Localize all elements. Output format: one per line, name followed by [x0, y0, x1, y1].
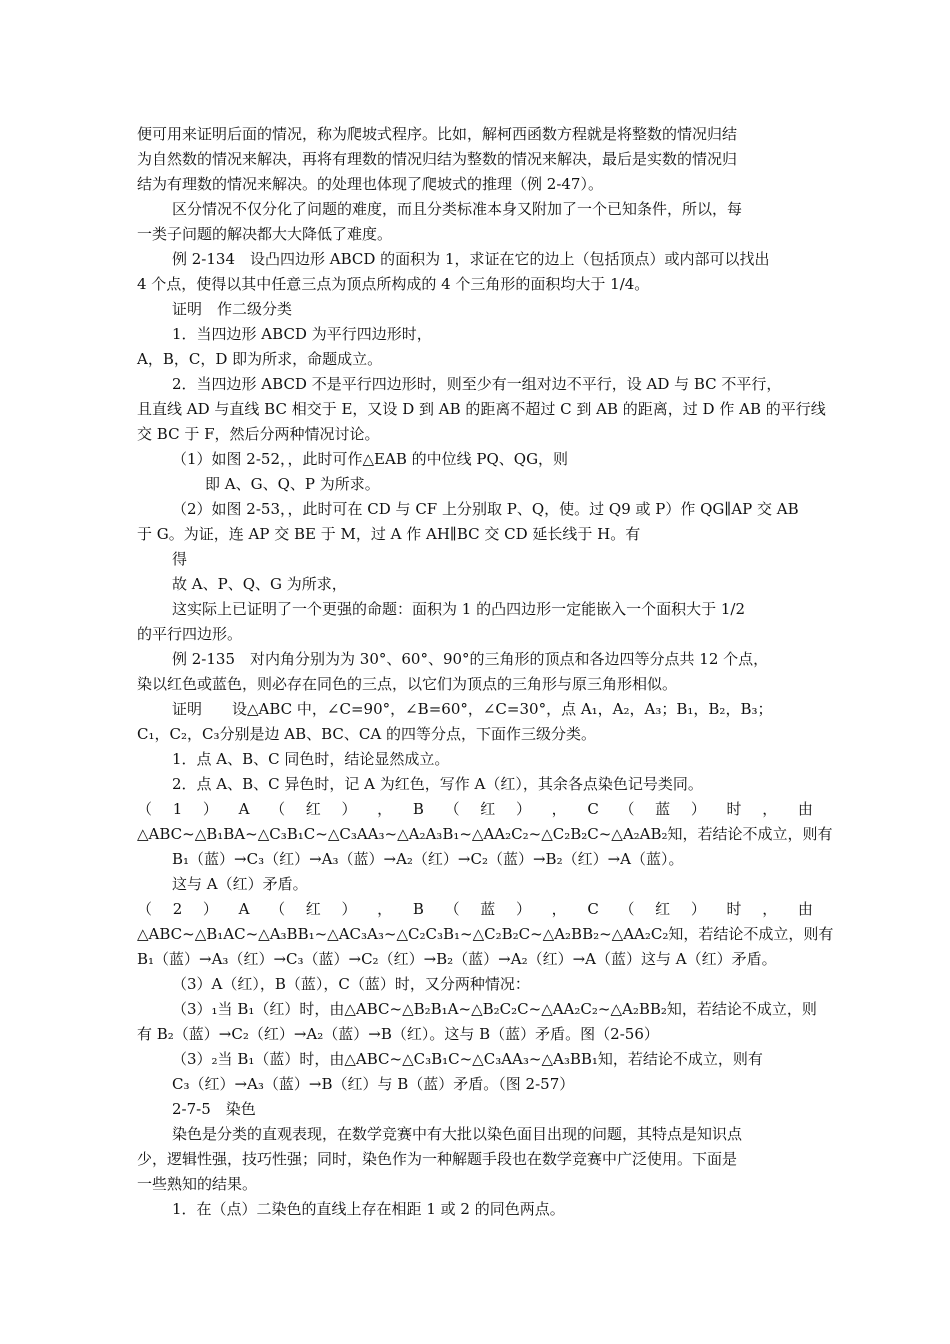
text-line: 证明 作二级分类 [172, 300, 293, 318]
text-token: 1 [172, 800, 183, 818]
text-token: B [412, 900, 424, 918]
text-token: A [238, 900, 250, 918]
text-token: （ [270, 900, 286, 918]
text-token: ） [341, 800, 357, 818]
text-line: B₁（蓝）→A₃（红）→C₃（蓝）→C₂（红）→B₂（蓝）→A₂（红）→A（蓝）这与 A（红）矛盾。 [137, 950, 777, 968]
text-line: 一类子问题的解决都大大降低了难度。 [137, 225, 393, 243]
text-token: ） [515, 900, 531, 918]
text-token: C [587, 800, 599, 818]
text-token: （ [619, 900, 635, 918]
example-heading: 例 2-134 设凸四边形 ABCD 的面积为 1，求证在它的边上（包括顶点）或内部可以找出 [172, 250, 770, 268]
text-line: 这实际上已证明了一个更强的命题：面积为 1 的凸四边形一定能嵌入一个面积大于 1/2 [172, 600, 745, 618]
text-line: 2．点 A、B、C 异色时，记 A 为红色，写作 A（红），其余各点染色记号类同。 [172, 775, 703, 793]
text-line: B₁（蓝）→C₃（红）→A₃（蓝）→A₂（红）→C₂（蓝）→B₂（红）→A（蓝）。 [172, 850, 684, 868]
text-line: （1）如图 2-52，，此时可作△EAB 的中位线 PQ、QG，则 [172, 450, 569, 468]
text-token: （ [137, 900, 153, 918]
text-line: 即 A、G、Q、P 为所求。 [205, 475, 380, 493]
text-token: ） [202, 800, 218, 818]
text-line: 这与 A（红）矛盾。 [172, 875, 308, 893]
text-token: （ [444, 800, 460, 818]
text-line: 得 [172, 550, 188, 568]
text-line: 且直线 AD 与直线 BC 相交于 E，又设 D 到 AB 的距离不超过 C 到 AB 的距离，过 D 作 AB 的平行线 [137, 400, 826, 418]
text-line: （3）₂当 B₁（蓝）时，由△ABC~△C₃B₁C~△C₃AA₃~△A₃BB₁知，若结论不成立，则有 [172, 1050, 763, 1068]
text-line: 1．当四边形 ABCD 为平行四边形时， [172, 325, 432, 343]
text-line: 结为有理数的情况来解决。的处理也体现了爬坡式的推理（例 2-47）。 [137, 175, 603, 193]
text-token: （ [270, 800, 286, 818]
text-line: 少，逻辑性强，技巧性强；同时，染色作为一种解题手段也在数学竞赛中广泛使用。下面是 [137, 1150, 738, 1168]
text-line: 4 个点，使得以其中任意三点为顶点所构成的 4 个三角形的面积均大于 1/4。 [137, 275, 650, 293]
text-token: （ [444, 900, 460, 918]
text-line: 便可用来证明后面的情况，称为爬坡式程序。比如，解柯西函数方程就是将整数的情况归结 [137, 125, 738, 143]
text-token: 蓝 [655, 800, 671, 818]
text-token: A [238, 800, 250, 818]
text-token: （ [137, 800, 153, 818]
text-token: 时 [726, 800, 742, 818]
text-line: 2．当四边形 ABCD 不是平行四边形时，则至少有一组对边不平行，设 AD 与 BC 不平行， [172, 375, 782, 393]
text-token: ， [551, 900, 567, 918]
text-token: 红 [655, 900, 671, 918]
text-line: 区分情况不仅分化了问题的难度，而且分类标准本身又附加了一个已知条件，所以，每 [172, 200, 743, 218]
text-token: C [587, 900, 599, 918]
text-token: 红 [305, 800, 321, 818]
text-token: ， [377, 900, 393, 918]
text-token: ， [551, 800, 567, 818]
text-line: 于 G。为证，连 AP 交 BE 于 M，过 A 作 AH∥BC 交 CD 延长线于 H。有 [137, 525, 641, 543]
text-line: 证明 设△ABC 中，∠C=90°，∠B=60°，∠C=30°，点 A₁，A₂，A₃；B₁，B₂，B₃； [172, 700, 773, 718]
text-line: （3）₁当 B₁（红）时，由△ABC~△B₂B₁A~△B₂C₂C~△AA₂C₂~△A₂BB₂知，若结论不成立，则 [172, 1000, 817, 1018]
text-line: C₁，C₂，C₃分别是边 AB、BC、CA 的四等分点，下面作三级分类。 [137, 725, 596, 743]
text-line: 有 B₂（蓝）→C₂（红）→A₂（蓝）→B（红）。这与 B（蓝）矛盾。图（2-56） [137, 1025, 659, 1043]
text-line: 染色是分类的直观表现，在数学竞赛中有大批以染色面目出现的问题，其特点是知识点 [172, 1125, 743, 1143]
text-token: （ [619, 800, 635, 818]
text-line: A，B，C，D 即为所求，命题成立。 [137, 350, 383, 368]
section-heading: 2-7-5 染色 [172, 1100, 256, 1118]
text-line: 1．点 A、B、C 同色时，结论显然成立。 [172, 750, 450, 768]
text-token: ） [690, 900, 706, 918]
text-token: ） [515, 800, 531, 818]
text-line: （3）A（红），B（蓝），C（蓝）时，又分两种情况： [172, 975, 530, 993]
text-token: B [412, 800, 424, 818]
text-line: 交 BC 于 F，然后分两种情况讨论。 [137, 425, 380, 443]
text-line: C₃（红）→A₃（蓝）→B（红）与 B（蓝）矛盾。（图 2-57） [172, 1075, 575, 1093]
text-token: ， [762, 800, 778, 818]
text-line: 的平行四边形。 [137, 625, 243, 643]
text-line: 为自然数的情况来解决，再将有理数的情况归结为整数的情况来解决，最后是实数的情况归 [137, 150, 738, 168]
text-token: 由 [797, 900, 813, 918]
text-line: （2）如图 2-53，，此时可在 CD 与 CF 上分别取 P、Q，使。过 Q9 或 P）作 QG∥AP 交 AB [172, 500, 799, 518]
text-token: 蓝 [480, 900, 496, 918]
text-token: ， [377, 800, 393, 818]
justified-line [137, 897, 813, 922]
text-token: ， [762, 900, 778, 918]
text-token: 时 [726, 900, 742, 918]
text-line: 一些熟知的结果。 [137, 1175, 258, 1193]
text-line: 染以红色或蓝色，则必存在同色的三点，以它们为顶点的三角形与原三角形相似。 [137, 675, 678, 693]
text-line: △ABC~△B₁BA~△C₃B₁C~△C₃AA₃~△A₂A₃B₁~△AA₂C₂~△C₂B₂C~△A₂AB₂知，若结论不成立，则有 [137, 825, 833, 843]
justified-line [137, 797, 813, 822]
text-line: 1．在（点）二染色的直线上存在相距 1 或 2 的同色两点。 [172, 1200, 565, 1218]
text-line: 故 A、P、Q、G 为所求， [172, 575, 347, 593]
text-token: ） [202, 900, 218, 918]
text-token: ） [341, 900, 357, 918]
example-heading: 例 2-135 对内角分别为为 30°、60°、90°的三角形的顶点和各边四等分点共 12 个点， [172, 650, 769, 668]
text-token: 红 [480, 800, 496, 818]
text-line: △ABC~△B₁AC~△A₃BB₁~△AC₃A₃~△C₂C₃B₁~△C₂B₂C~△A₂BB₂~△AA₂C₂知，若结论不成立，则有 [137, 925, 834, 943]
text-token: ） [690, 800, 706, 818]
text-token: 红 [305, 900, 321, 918]
text-token: 2 [172, 900, 183, 918]
text-token: 由 [797, 800, 813, 818]
